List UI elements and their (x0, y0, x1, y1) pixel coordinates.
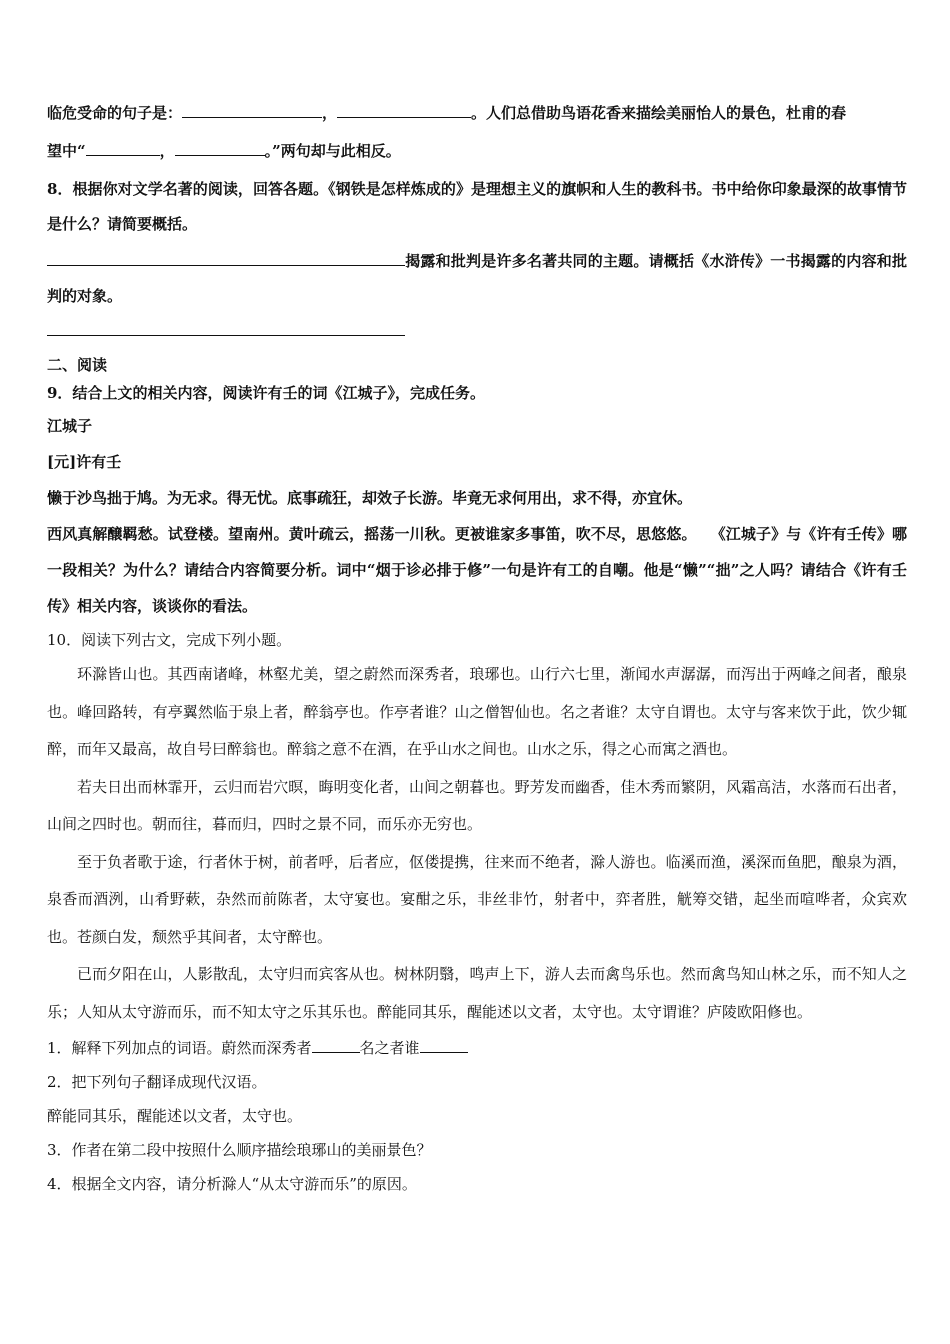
q7-tail-line1 (47, 96, 907, 130)
classical-paragraph: 环滁皆山也。其西南诸峰，林壑尤美，望之蔚然而深秀者，琅琊也。山行六七里，渐闻水声潺潺，而泻出于两峰之间者，酿泉也。峰回路转，有亭翼然临于泉上者，醉翁亭也。作亭者谁？山之僧智仙也。名之者谁？太守自谓也。太守与客来饮于此，饮少辄醉，而年又最高，故自号曰醉翁也。醉翁之意不在酒，在乎山水之间也。山水之乐，得之心而寓之酒也。 (47, 665, 907, 758)
sub-question-1 (47, 1031, 907, 1065)
sub1-text-a: 1．解释下列加点的词语。蔚然而深秀者 (47, 1039, 312, 1057)
poem-line-2-and-task (47, 516, 907, 624)
q7-text-b: ， (322, 104, 338, 122)
q9-intro: 9．结合上文的相关内容，阅读许有壬的词《江城子》，完成任务。 (47, 384, 485, 402)
poem-line-1: 懒于沙鸟拙于鸠。为无求。得无忧。底事疏狂，却效子长游。毕竟无求何用出，求不得，亦宜休。 (47, 489, 693, 507)
answer-blank[interactable] (312, 1036, 360, 1053)
answer-blank[interactable] (420, 1036, 468, 1053)
sub-question-4: 4．根据全文内容，请分析滁人“从太守游而乐”的原因。 (47, 1175, 417, 1193)
section-title: 二、阅读 (47, 356, 108, 374)
classical-paragraph: 至于负者歌于途，行者休于树，前者呼，后者应，伛偻提携，往来而不绝者，滁人游也。临溪而渔，溪深而鱼肥，酿泉为酒，泉香而酒洌，山肴野蔌，杂然而前陈者，太守宴也。宴酣之乐，非丝非竹，射者中，弈者胜，觥筹交错，起坐而喧哗者，众宾欢也。苍颜白发，颓然乎其间者，太守醉也。 (47, 852, 907, 946)
q8-part2-text: 揭露和批判是许多名著共同的主题。请概括《水浒传》一书揭露的内容和批判的对象。 (47, 252, 907, 305)
answer-blank[interactable] (47, 249, 405, 266)
answer-line[interactable] (47, 334, 405, 336)
sub-question-2-sentence: 醉能同其乐，醒能述以文者，太守也。 (47, 1107, 303, 1125)
sub-question-2: 2．把下列句子翻译成现代汉语。 (47, 1073, 267, 1091)
classical-paragraph: 若夫日出而林霏开，云归而岩穴暝，晦明变化者，山间之朝暮也。野芳发而幽香，佳木秀而繁阴，风霜高洁，水落而石出者，山间之四时也。朝而往，暮而归，四时之景不同，而乐亦无穷也。 (47, 777, 907, 833)
document-page (47, 96, 907, 1201)
classical-paragraph: 已而夕阳在山，人影散乱，太守归而宾客从也。树林阴翳，鸣声上下，游人去而禽鸟乐也。然而禽鸟知山林之乐，而不知人之乐；人知从太守游而乐，而不知太守之乐其乐也。醉能同其乐，醒能述以文者，太守也。太守谓谁？庐陵欧阳修也。 (47, 965, 907, 1021)
poem-author: [元]许有壬 (47, 453, 122, 471)
q9-task: 《江城子》与《许有壬传》哪一段相关？为什么？请结合内容简要分析。词中“烟于诊必排于修”一句是许有工的自嘲。他是“懒”“拙”之人吗？请结合《许有壬传》相关内容，谈谈你的看法。 (47, 525, 907, 615)
q7-text-f: 。”两句却与此相反。 (264, 142, 401, 160)
answer-blank[interactable] (337, 101, 471, 118)
q7-tail-line2 (47, 130, 907, 172)
q8-question: 8．根据你对文学名著的阅读，回答各题。《钢铁是怎样炼成的》是理想主义的旗帜和人生的教科书。书中给你印象最深的故事情节是什么？请简要概括。 (47, 180, 907, 233)
q7-text-e: ， (159, 142, 175, 160)
answer-blank[interactable] (182, 101, 322, 118)
answer-blank[interactable] (86, 139, 160, 156)
q7-text-d: 望中“ (47, 142, 86, 160)
poem-line-2: 西风真解醸羁愁。试登楼。望南州。黄叶疏云，摇荡一川秋。更被谁家多事笛，吹不尽，思悠悠。 (47, 525, 697, 543)
q10-intro: 10．阅读下列古文，完成下列小题。 (47, 631, 292, 649)
poem-title: 江城子 (47, 417, 93, 435)
answer-blank[interactable] (175, 139, 265, 156)
sub-question-3: 3．作者在第二段中按照什么顺序描绘琅琊山的美丽景色？ (47, 1141, 432, 1159)
q7-text-c: 。人们总借助鸟语花香来描绘美丽怡人的景色，杜甫的春 (471, 104, 847, 122)
q7-text-a: 临危受命的句子是： (47, 104, 183, 122)
q8-part2 (47, 244, 907, 314)
sub1-text-b: 名之者谁 (359, 1039, 420, 1057)
